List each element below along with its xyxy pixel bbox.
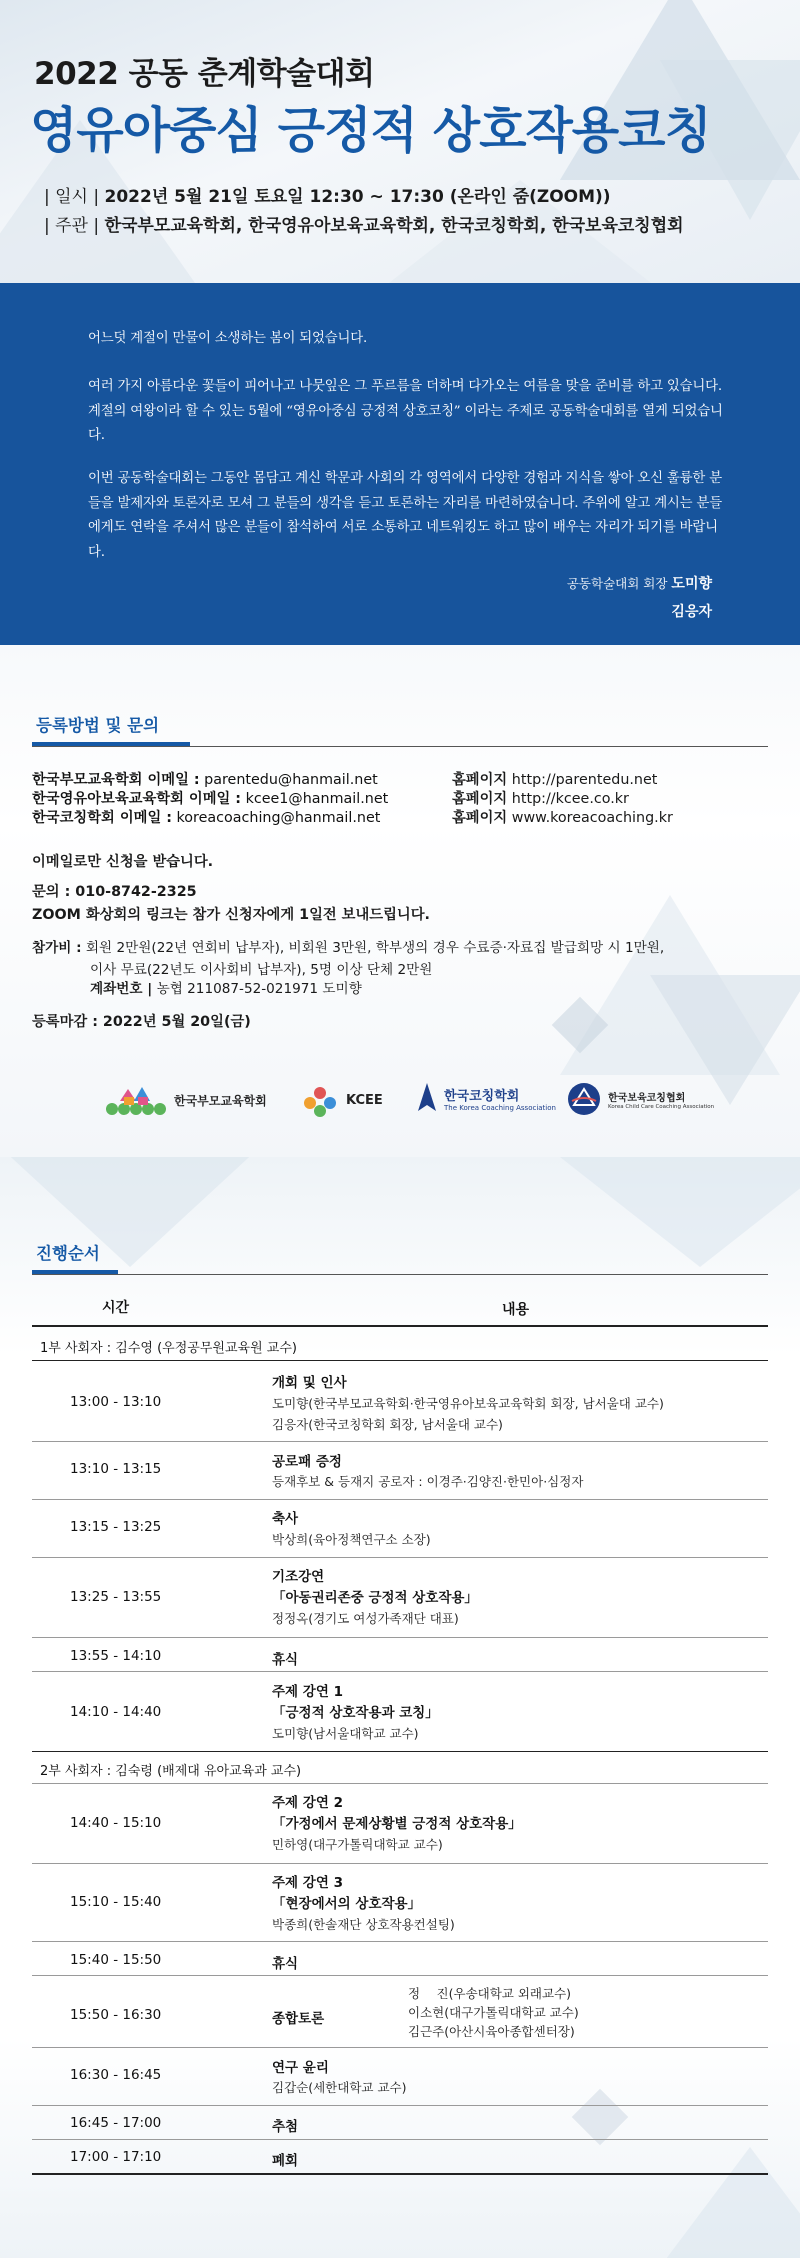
homepage-row	[452, 788, 629, 808]
row-time: 15:50 - 16:30	[70, 2007, 162, 2023]
homepage-row	[452, 807, 673, 827]
inquiry-phone: 문의 : 010-8742-2325	[32, 884, 197, 900]
row-time: 15:40 - 15:50	[70, 1952, 162, 1968]
row-title: 기조강연	[272, 1569, 325, 1585]
decor-triangle	[560, 1157, 800, 1267]
contact-org: 한국코칭학회 이메일 :	[32, 810, 172, 826]
intro-paragraph-2: 여러 가지 아름다운 꽃들이 피어나고 나뭇잎은 그 푸르름을 더하며 다가오는 여름을 맞을 준비를 하고 있습니다. 계절의 여왕이라 할 수 있는 5월에 “영유아중심 긍정적 상호코칭” 이라는 주제로 공동학술대회를 열게 되었습니다.	[88, 379, 723, 443]
logo-korea-coaching	[416, 1081, 556, 1115]
contact-email[interactable]: parentedu@hanmail.net	[204, 772, 378, 788]
row-divider	[32, 1863, 768, 1864]
intro-paragraph-3: 이번 공동학술대회는 그동안 몸담고 계신 학문과 사회의 각 영역에서 다양한 경험과 지식을 쌓아 오신 훌륭한 분들을 발제자와 토론자로 모셔 그 분들의 생각을 듣고 토론하는 자리를 마련하였습니다. 주위에 알고 계시는 분들에게도 연락을 주셔서 많은 분들이 참석하여 서로 소통하고 네트워킹도 하고 많이 배우는 자리가 되기를 바랍니다.	[88, 471, 722, 560]
row-divider	[32, 1557, 768, 1558]
event-title: 영유아중심 긍정적 상호작용코칭	[30, 102, 711, 159]
row-lecture-title: 「가정에서 문제상황별 긍정적 상호작용」	[272, 1816, 522, 1832]
contact-email[interactable]: kcee1@hanmail.net	[245, 791, 389, 807]
row-lecture-title: 「아동권리존중 긍정적 상호작용」	[272, 1590, 478, 1606]
row-detail: 도미향(한국부모교육학회·한국영유아보육교육학회 회장, 남서울대 교수)	[272, 1396, 664, 1411]
program-section	[0, 1157, 800, 2258]
host-label: | 주관 |	[44, 216, 100, 236]
row-title: 휴식	[272, 1956, 299, 1972]
date-value: 2022년 5월 21일 토요일 12:30 ~ 17:30 (온라인 줌(ZOOM))	[104, 187, 611, 207]
row-divider	[32, 2105, 768, 2106]
row-title: 폐회	[272, 2153, 299, 2169]
signature-name-2: 김응자	[671, 604, 712, 620]
row-title: 연구 윤리	[272, 2060, 329, 2076]
homepage-row	[452, 769, 657, 789]
row-detail: 박상희(육아정책연구소 소장)	[272, 1532, 431, 1547]
host-value: 한국부모교육학회, 한국영유아보육교육학회, 한국코칭학회, 한국보육코칭협회	[104, 216, 684, 236]
header-rule	[32, 1325, 768, 1327]
fee-text-2: 이사 무료(22년도 이사회비 납부자), 5명 이상 단체 2만원	[90, 962, 433, 978]
fee-text-1: 회원 2만원(22년 연회비 납부자), 비회원 3만원, 학부생의 경우 수료증·자료집 발급희망 시 1만원,	[85, 940, 665, 956]
signature-role: 공동학술대회 회장	[566, 576, 668, 591]
row-divider	[32, 1441, 768, 1442]
row-time: 14:40 - 15:10	[70, 1815, 162, 1831]
row-lecture-title: 「현장에서의 상호작용」	[272, 1896, 422, 1912]
row-time: 13:25 - 13:55	[70, 1589, 162, 1605]
logo-korea-coaching-mark	[416, 1081, 438, 1115]
divider	[32, 1274, 768, 1275]
row-time: 13:00 - 13:10	[70, 1394, 162, 1410]
decor-diamond	[572, 2089, 629, 2146]
zoom-note: ZOOM 화상회의 링크는 참가 신청자에게 1일전 보내드립니다.	[32, 907, 430, 923]
column-header-time: 시간	[102, 1300, 130, 1316]
date-label: | 일시 |	[44, 187, 100, 207]
row-divider	[32, 1499, 768, 1500]
deadline-value: 2022년 5월 20일(금)	[102, 1014, 251, 1030]
column-header-content: 내용	[502, 1302, 530, 1318]
registration-section	[0, 645, 800, 1157]
account-line	[90, 977, 362, 997]
row-title: 공로패 증정	[272, 1454, 342, 1470]
deadline-line	[32, 1011, 251, 1031]
logo-childcare-coaching-name: 한국보육코칭협회	[608, 1092, 686, 1104]
row-title: 휴식	[272, 1652, 299, 1668]
homepage-link[interactable]: http://parentedu.net	[511, 772, 658, 788]
panelist: 정 진(우송대학교 외래교수)	[408, 1986, 572, 2001]
row-detail: 김갑순(세한대학교 교수)	[272, 2080, 407, 2095]
logo-childcare-coaching	[566, 1081, 714, 1117]
event-subtitle: 2022 공동 춘계학술대회	[34, 56, 375, 92]
program-title: 진행순서	[36, 1244, 100, 1263]
row-detail: 박종희(한솔재단 상호작용컨설팅)	[272, 1917, 455, 1932]
row-time: 13:55 - 14:10	[70, 1648, 162, 1664]
homepage-label: 홈페이지	[452, 810, 508, 826]
homepage-link[interactable]: http://kcee.co.kr	[511, 791, 629, 807]
intro-paragraph-1: 어느덧 계절이 만물이 소생하는 봄이 되었습니다.	[88, 331, 368, 346]
moderator-part1: 1부 사회자 : 김수영 (우정공무원교육원 교수)	[40, 1341, 297, 1356]
logo-korea-coaching-text	[444, 1085, 556, 1112]
row-divider	[32, 1751, 768, 1752]
row-divider	[32, 1360, 768, 1361]
divider	[32, 746, 768, 747]
row-title: 주제 강연 1	[272, 1684, 343, 1700]
row-time: 13:10 - 13:15	[70, 1461, 162, 1477]
signature-line	[567, 573, 712, 593]
row-detail: 정정옥(경기도 여성가족재단 대표)	[272, 1611, 459, 1626]
logo-kcee-name: KCEE	[346, 1092, 383, 1108]
contact-org: 한국부모교육학회 이메일 :	[32, 772, 200, 788]
email-only-note: 이메일로만 신청을 받습니다.	[32, 854, 214, 870]
event-date	[44, 182, 611, 207]
logo-parent-education-name: 한국부모교육학회	[174, 1093, 267, 1108]
row-title: 축사	[272, 1511, 299, 1527]
row-detail: 도미향(남서울대학교 교수)	[272, 1726, 419, 1741]
row-detail: 등재후보 & 등재지 공로자 : 이경주·김양진·한민아·심정자	[272, 1474, 584, 1489]
logo-childcare-coaching-mark	[566, 1081, 602, 1117]
row-divider	[32, 2139, 768, 2140]
logo-korea-coaching-name: 한국코칭학회	[444, 1088, 520, 1104]
logo-parent-education	[104, 1083, 267, 1117]
logo-childcare-coaching-text	[608, 1089, 714, 1110]
row-title: 종합토론	[272, 2011, 325, 2027]
row-time: 16:45 - 17:00	[70, 2115, 162, 2131]
row-title: 주제 강연 3	[272, 1875, 343, 1891]
signature-name-1: 도미향	[671, 576, 712, 592]
event-host	[44, 211, 684, 236]
header	[0, 0, 800, 283]
contact-email[interactable]: koreacoaching@hanmail.net	[176, 810, 381, 826]
account-label: 계좌번호 |	[90, 981, 153, 997]
fee-line-1	[32, 939, 664, 958]
logo-korea-coaching-sub: The Korea Coaching Association	[444, 1103, 556, 1112]
homepage-label: 홈페이지	[452, 791, 508, 807]
row-title: 주제 강연 2	[272, 1795, 343, 1811]
deadline-label: 등록마감 :	[32, 1014, 98, 1030]
account-value: 농협 211087-52-021971 도미향	[156, 981, 362, 997]
row-time: 17:00 - 17:10	[70, 2149, 162, 2165]
row-detail: 김응자(한국코칭학회 회장, 남서울대 교수)	[272, 1417, 503, 1432]
panelist: 김근주(아산시육아종합센터장)	[408, 2024, 575, 2039]
contact-org: 한국영유아보육교육학회 이메일 :	[32, 791, 242, 807]
row-time: 13:15 - 13:25	[70, 1519, 162, 1535]
homepage-label: 홈페이지	[452, 772, 508, 788]
row-divider	[32, 1671, 768, 1672]
registration-title: 등록방법 및 문의	[36, 716, 160, 735]
decor-triangle	[660, 2147, 800, 2258]
contact-row	[32, 769, 378, 789]
row-divider	[32, 1637, 768, 1638]
table-bottom-rule	[32, 2173, 768, 2175]
moderator-part2: 2부 사회자 : 김숙령 (배제대 유아교육과 교수)	[40, 1764, 302, 1779]
intro-message	[0, 283, 800, 645]
logo-kcee	[300, 1081, 383, 1119]
contact-row	[32, 807, 380, 827]
row-divider	[32, 1783, 768, 1784]
row-divider	[32, 1941, 768, 1942]
panelist: 이소현(대구가톨릭대학교 교수)	[408, 2005, 579, 2020]
contact-row	[32, 788, 388, 808]
logo-parent-education-mark	[104, 1083, 168, 1117]
logo-kcee-mark	[300, 1081, 340, 1119]
row-divider	[32, 2047, 768, 2048]
row-detail: 민하영(대구가톨릭대학교 교수)	[272, 1837, 443, 1852]
row-title: 추첨	[272, 2119, 299, 2135]
homepage-link[interactable]: www.koreacoaching.kr	[511, 810, 673, 826]
row-time: 16:30 - 16:45	[70, 2067, 162, 2083]
row-time: 14:10 - 14:40	[70, 1704, 162, 1720]
row-divider	[32, 1975, 768, 1976]
logo-childcare-coaching-sub: Korea Child Care Coaching Association	[608, 1103, 715, 1110]
row-lecture-title: 「긍정적 상호작용과 코칭」	[272, 1705, 439, 1721]
row-title: 개회 및 인사	[272, 1375, 347, 1391]
fee-label: 참가비 :	[32, 940, 82, 956]
row-time: 15:10 - 15:40	[70, 1894, 162, 1910]
